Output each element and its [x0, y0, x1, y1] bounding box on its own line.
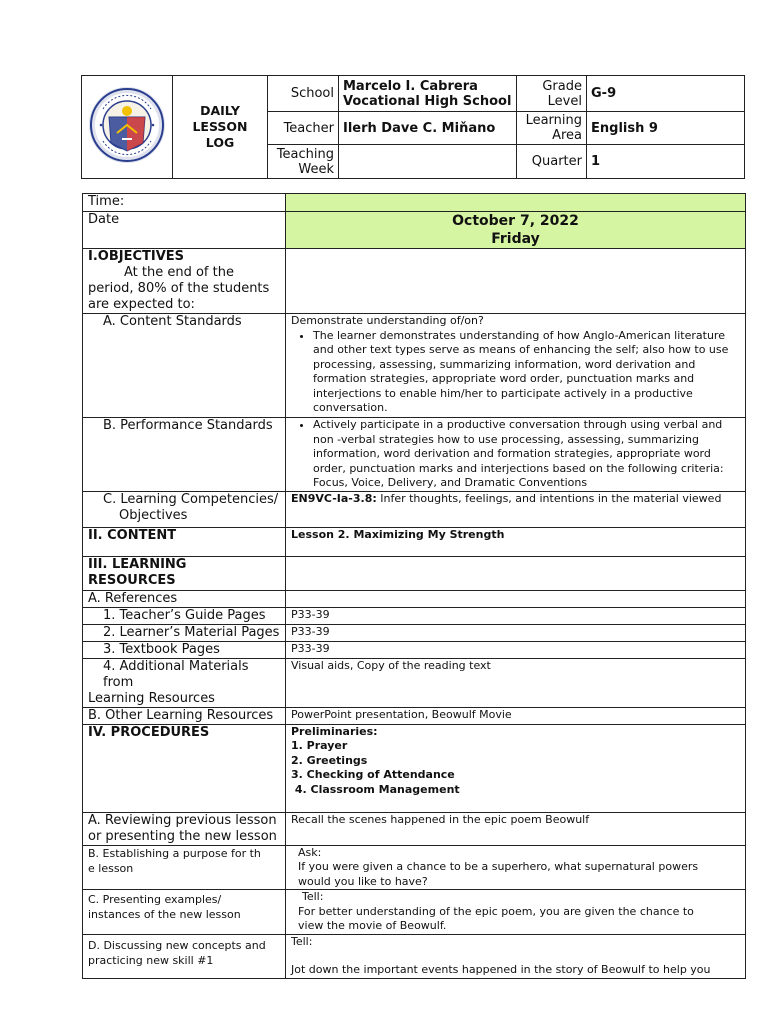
references-value — [286, 590, 746, 607]
grade-label: Grade Level — [517, 76, 587, 112]
learning-area-label: Learning Area — [517, 112, 587, 145]
objectives-value — [286, 249, 746, 314]
preliminary-item: 2. Greetings — [291, 753, 368, 767]
learning-area-value: English 9 — [587, 112, 745, 145]
other-resources-label: B. Other Learning Resources — [83, 707, 286, 724]
content-standards-label: A. Content Standards — [83, 314, 286, 418]
resources-value — [286, 556, 746, 590]
review-value: Recall the scenes happened in the epic poem Beowulf — [286, 812, 746, 845]
time-value — [286, 194, 746, 212]
references-label: A. References — [83, 590, 286, 607]
examples-label: C. Presenting examples/ instances of the new lesson — [83, 890, 286, 935]
examples-value: Tell: For better understanding of the epic poem, you are given the chance to view the movie of Beowulf. — [286, 890, 746, 935]
objectives-cell — [83, 249, 286, 314]
teachers-guide-value: P33-39 — [286, 607, 746, 624]
preliminaries-title: Preliminaries: — [291, 724, 378, 738]
quarter-label: Quarter — [517, 145, 587, 179]
teachers-guide-label: 1. Teacher’s Guide Pages — [83, 607, 286, 624]
grade-value: G-9 — [587, 76, 745, 112]
additional-materials-value: Visual aids, Copy of the reading text — [286, 658, 746, 707]
textbook-pages-label: 3. Textbook Pages — [83, 641, 286, 658]
school-label: School — [268, 76, 339, 112]
time-label: Time: — [83, 194, 286, 212]
deped-seal-icon — [89, 87, 165, 163]
date-value: October 7, 2022 Friday — [286, 212, 746, 249]
objectives-intro-line: period, 80% of the students — [88, 281, 270, 296]
purpose-value: Ask: If you were given a chance to be a superhero, what supernatural powers would you like to have? — [286, 845, 746, 890]
school-value: Marcelo I. Cabrera Vocational High School — [339, 76, 517, 112]
procedures-value — [286, 724, 746, 812]
preliminary-item: 3. Checking of Attendance — [291, 768, 455, 781]
textbook-pages-value: P33-39 — [286, 641, 746, 658]
learners-material-value: P33-39 — [286, 624, 746, 641]
discussing-label: D. Discussing new concepts and practicing new skill #1 — [83, 934, 286, 978]
preliminary-item: 1. Prayer — [291, 739, 348, 752]
additional-materials-label: 4. Additional Materials from Learning Resources — [83, 658, 286, 707]
competency-code: EN9VC-Ia-3.8: — [291, 491, 377, 505]
competencies-value — [286, 491, 746, 527]
date-label: Date — [83, 212, 286, 249]
preliminary-item: 4. Classroom Management — [291, 782, 460, 796]
objectives-heading: I.OBJECTIVES — [88, 249, 185, 264]
discussing-value: Tell: Jot down the important events happened in the story of Beowulf to help you — [286, 934, 746, 978]
content-standards-bullet: • The learner demonstrates understanding of how Anglo-American literature and other text types serve as means of enhancing the self; also how to use processing, assessing, summarizing information, word derivation and formation strategies, appropriate word order, punctuation marks and interjections to enable him/her to participate actively in a productive conversation. — [313, 329, 740, 416]
teaching-week-value — [339, 145, 517, 179]
header-table — [81, 75, 745, 179]
objectives-intro-line: At the end of the — [124, 265, 234, 280]
performance-standards-bullet: • Actively participate in a productive conversation through using verbal and non -verbal strategies how to use processing, assessing, summarizing information, word derivation and formation strategies, appropriate word order, punctuation marks and interjections based on the following criteria: Focus, Voice, Delivery, and Dramatic Conventions — [313, 418, 740, 491]
teacher-label: Teacher — [268, 112, 339, 145]
content-standards-value — [286, 314, 746, 418]
content-value: Lesson 2. Maximizing My Strength — [286, 527, 746, 556]
purpose-label: B. Establishing a purpose for th e lesson — [83, 845, 286, 890]
content-standards-intro: Demonstrate understanding of/on? — [291, 314, 484, 327]
quarter-value: 1 — [587, 145, 745, 179]
performance-standards-value — [286, 418, 746, 492]
competencies-label: C. Learning Competencies/ Objectives — [83, 491, 286, 527]
review-label: A. Reviewing previous lesson or presenting the new lesson — [83, 812, 286, 845]
lesson-log-table — [82, 193, 746, 979]
learners-material-label: 2. Learner’s Material Pages — [83, 624, 286, 641]
deped-seal-cell — [82, 76, 173, 179]
teacher-value: Ilerh Dave C. Miňano — [339, 112, 517, 145]
resources-heading: III. LEARNING RESOURCES — [83, 556, 286, 590]
performance-standards-label: B. Performance Standards — [83, 418, 286, 492]
other-resources-value: PowerPoint presentation, Beowulf Movie — [286, 707, 746, 724]
content-label: II. CONTENT — [83, 527, 286, 556]
competency-text: Infer thoughts, feelings, and intentions in the material viewed — [376, 491, 722, 505]
objectives-intro-line: are expected to: — [88, 297, 195, 312]
teaching-week-label: Teaching Week — [268, 145, 339, 179]
log-title: DAILY LESSON LOG — [173, 76, 268, 179]
procedures-label: IV. PROCEDURES — [83, 724, 286, 812]
